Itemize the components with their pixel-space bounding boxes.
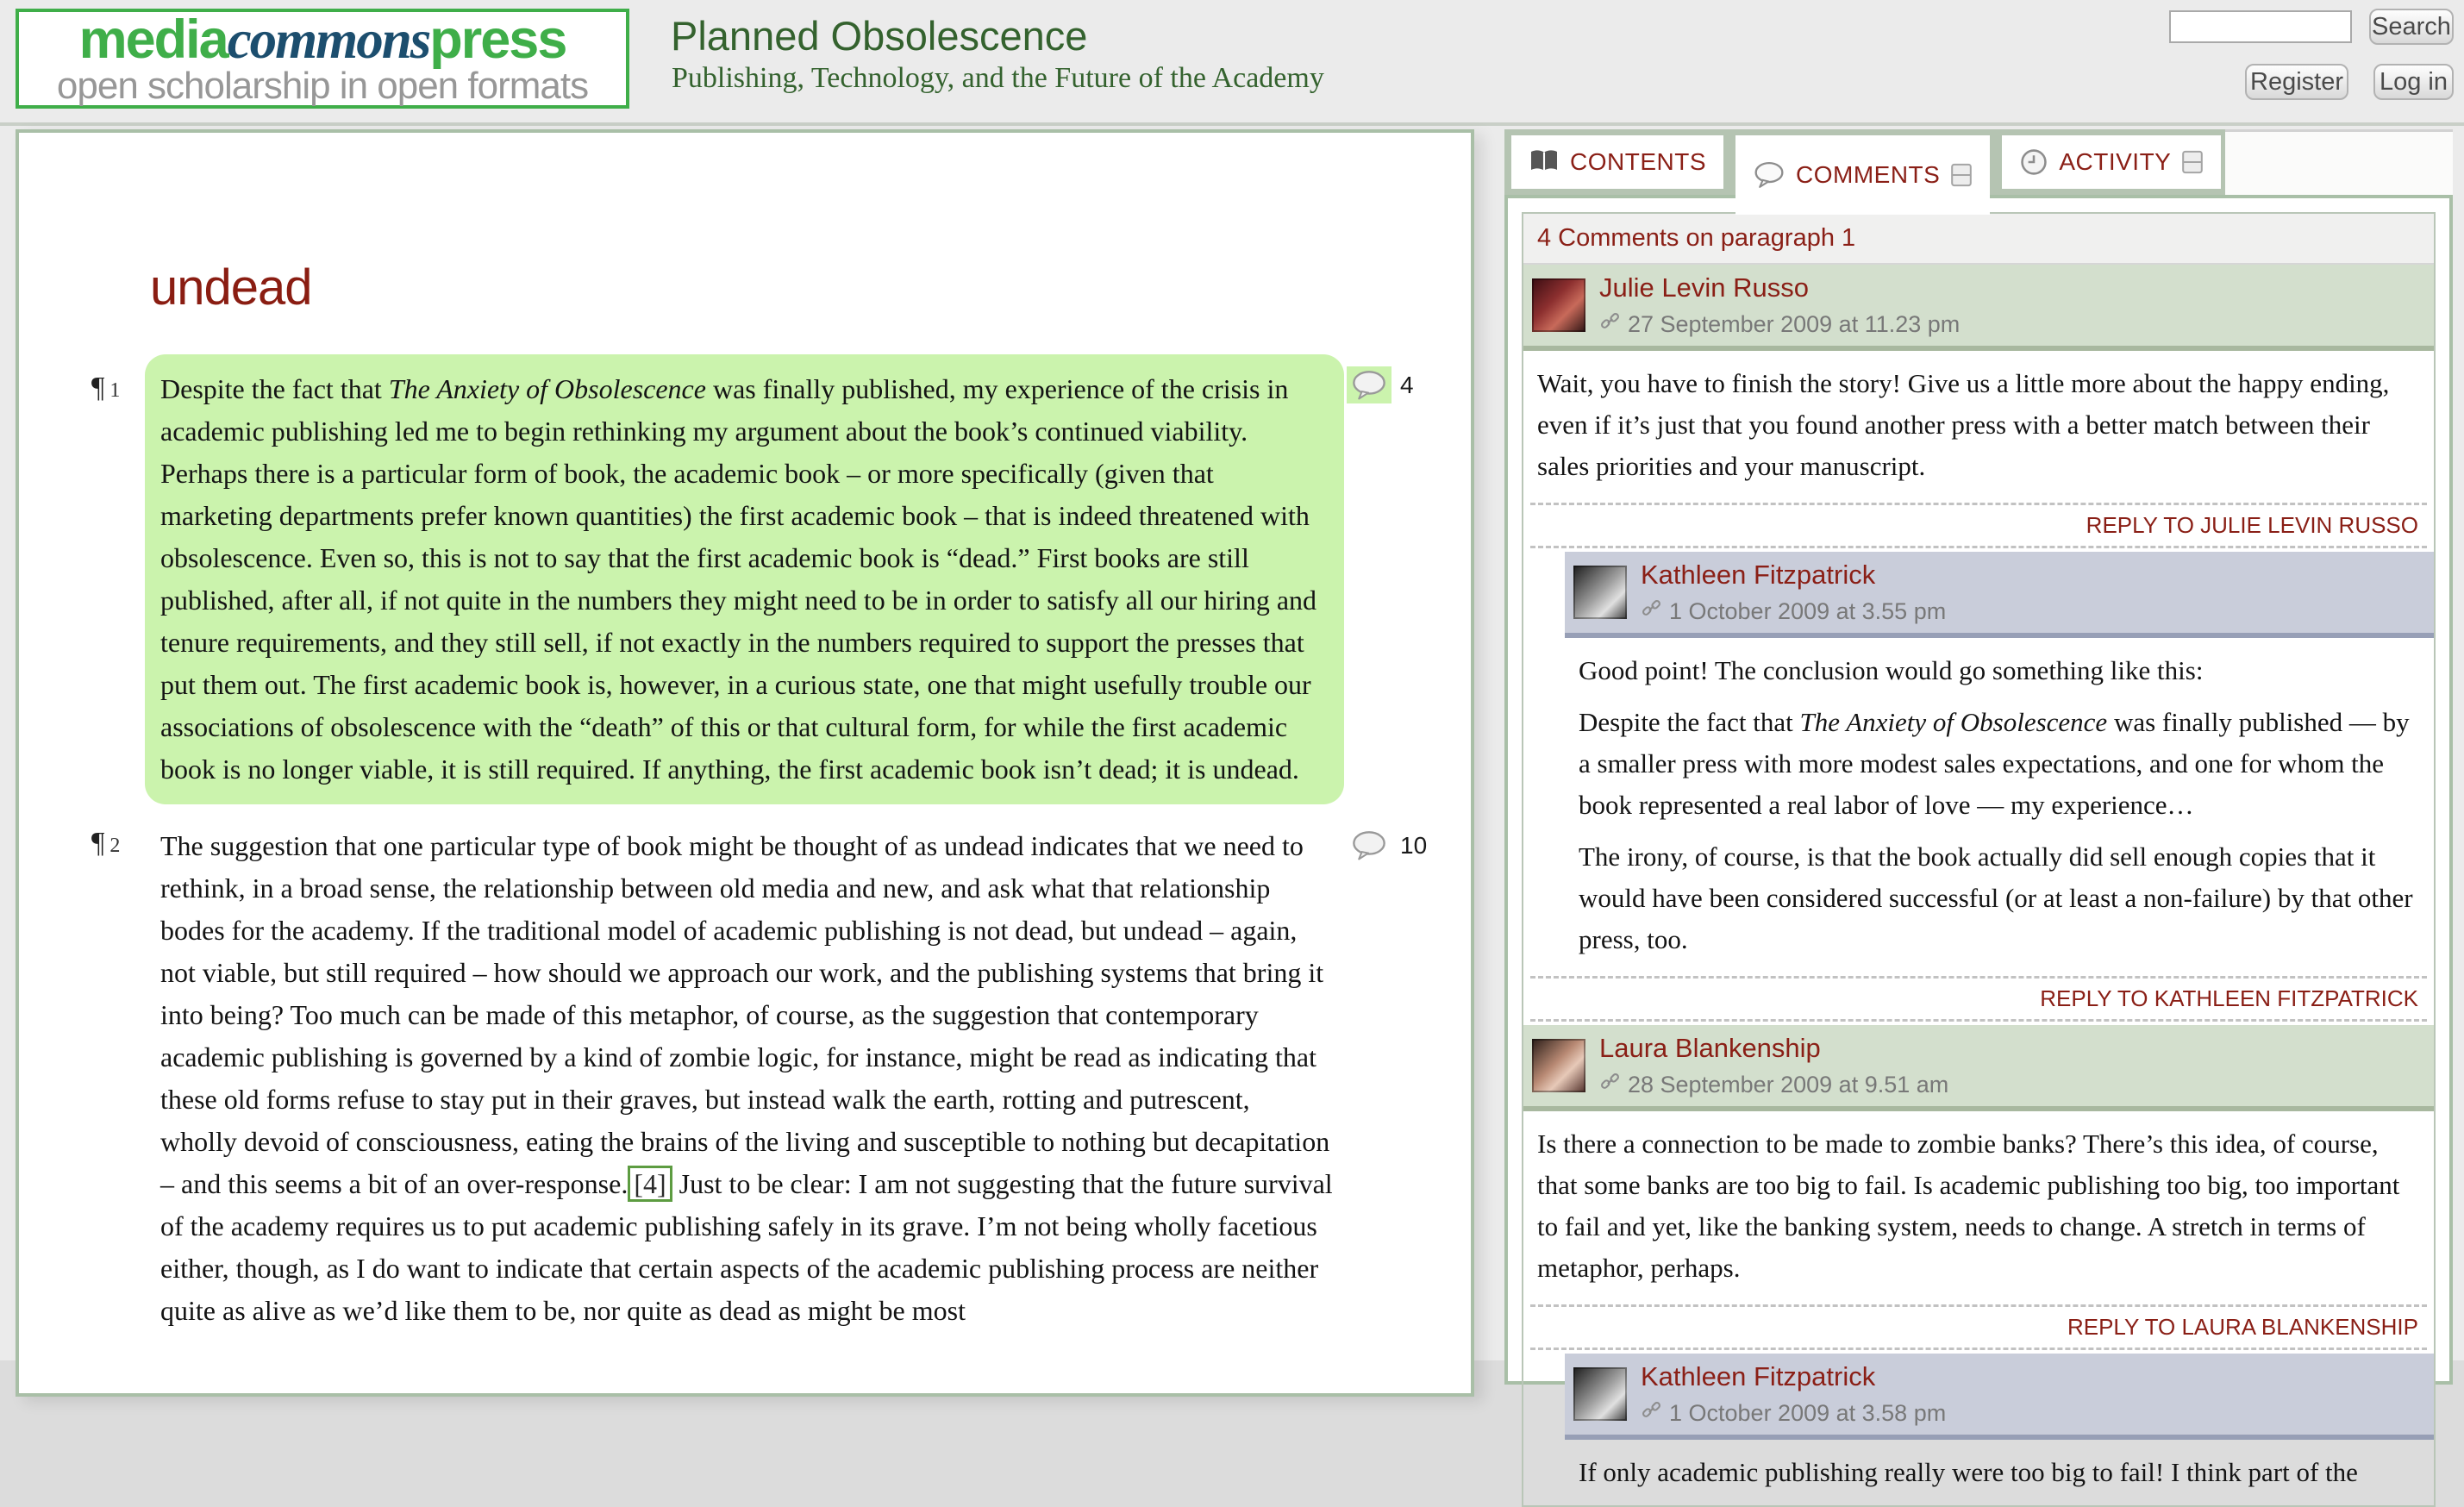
comment-author-name[interactable]: Laura Blankenship bbox=[1599, 1033, 1821, 1063]
document-paragraph bbox=[19, 825, 1471, 1332]
logo-commons: commons bbox=[227, 9, 430, 70]
tab-label: ACTIVITY bbox=[2059, 148, 2172, 175]
italic-text: The Anxiety of Obsolescence bbox=[1799, 707, 2108, 737]
comment-author-info bbox=[1641, 560, 1946, 625]
tabstrip-spacer bbox=[2225, 129, 2453, 195]
comment-body bbox=[1523, 638, 2434, 972]
text-segment: Despite the fact that bbox=[1579, 707, 1800, 737]
text-segment: Despite the fact that bbox=[160, 373, 389, 404]
logo-media: media bbox=[78, 9, 228, 70]
comment-divider bbox=[1530, 976, 2427, 979]
text-segment: The suggestion that one particular type of book might be thought of as undead indicates that we need to rethink, in a broad sense, the relationship between old media and new, and ask what that relationship bodes for the academy. If the traditional model of academic publishing is not dead, but undead – again, not viable, but still required – how should we approach our work, and the publishing systems that bring it into being? Too much can be made of this metaphor, of course, as the suggestion that contemporary academic publishing is governed by a kind of zombie logic, for instance, might be read as indicating that these old forms refuse to stay put in their graves, but instead walk the earth, rotting and putrescent, wholly devoid of consciousness, eating the brains of the living and susceptible to nothing but decapitation – and this seems a bit of an over-response. bbox=[160, 830, 1330, 1199]
comment-author-name[interactable]: Kathleen Fitzpatrick bbox=[1641, 560, 1876, 590]
comment-bubble-icon bbox=[1347, 827, 1391, 864]
comment-paragraph: Good point! The conclusion would go something like this: bbox=[1579, 655, 2204, 685]
mediacommons-press-logo[interactable] bbox=[16, 9, 629, 109]
register-button[interactable]: Register bbox=[2245, 64, 2348, 100]
text-segment: Just to be clear: I am not suggesting that the future survival of the academy requires us to put academic publishing safely in its grave. I’m not being wholly facetious either, though, as I do want to indicate that certain aspects of the academic publishing process are neither quite as alive as we’d like them to be, nor quite as dead as might be most bbox=[160, 1168, 1333, 1326]
paragraph-number: 1 bbox=[109, 379, 121, 402]
comment-paragraph: Wait, you have to finish the story! Give us a little more about the happy ending, even if it’s just that you found another press with a better match between their sales priorities and your manuscript. bbox=[1537, 368, 2390, 481]
comment-divider bbox=[1530, 1019, 2427, 1022]
chapter-heading: undead bbox=[150, 260, 312, 316]
comments-count-header: 4 Comments on paragraph 1 bbox=[1523, 214, 2434, 265]
italic-text: The Anxiety of Obsolescence bbox=[388, 373, 706, 404]
avatar bbox=[1532, 1039, 1585, 1092]
logo-wordmark bbox=[19, 9, 626, 70]
link-icon[interactable] bbox=[1641, 1399, 1662, 1427]
panel-popout-icon[interactable] bbox=[2181, 150, 2204, 174]
comment-date-text: 27 September 2009 at 11.23 pm bbox=[1628, 310, 1961, 337]
comment-divider bbox=[1530, 503, 2427, 505]
paragraph-comment-count[interactable] bbox=[1347, 366, 1414, 403]
comment-author-name[interactable]: Julie Levin Russo bbox=[1599, 272, 1809, 303]
panel-popout-icon[interactable] bbox=[1950, 163, 1973, 187]
comment-header bbox=[1523, 265, 2434, 351]
comment-date bbox=[1599, 310, 1960, 338]
link-icon[interactable] bbox=[1641, 597, 1662, 625]
comments-sidebar bbox=[1504, 195, 2453, 1487]
comment-divider bbox=[1530, 1304, 2427, 1307]
footnote-link[interactable]: [4] bbox=[628, 1166, 672, 1202]
tab-comments[interactable] bbox=[1735, 135, 1990, 215]
paragraph-text bbox=[160, 825, 1333, 1332]
reply-link[interactable]: REPLY TO LAURA BLANKENSHIP bbox=[2067, 1314, 2418, 1340]
comment-header bbox=[1523, 1025, 2434, 1111]
comment-divider bbox=[1530, 546, 2427, 548]
tab-contents[interactable] bbox=[1511, 135, 1723, 189]
comment-bubble-icon bbox=[1753, 160, 1785, 190]
comment-bubble-icon bbox=[1347, 366, 1391, 403]
comment-count-number: 10 bbox=[1400, 831, 1428, 859]
comment-date bbox=[1641, 597, 1946, 625]
pilcrow: ¶ bbox=[91, 372, 105, 403]
comment-count-number: 4 bbox=[1400, 371, 1414, 398]
paragraph-permalink[interactable] bbox=[91, 827, 120, 860]
comment-paragraph: If only academic publishing really were too big to fail! I think part of the bbox=[1579, 1457, 2358, 1487]
comment-author-name[interactable]: Kathleen Fitzpatrick bbox=[1641, 1361, 1876, 1391]
comment-paragraph bbox=[1579, 702, 2420, 826]
comment-body bbox=[1523, 1440, 2434, 1505]
document-paragraph bbox=[19, 354, 1471, 804]
comments-box bbox=[1522, 212, 2436, 1507]
document-paragraphs bbox=[19, 354, 1471, 1332]
site-subtitle: Publishing, Technology, and the Future of the Academy bbox=[672, 62, 1324, 94]
text-segment: was finally published, my experience of the crisis in academic publishing led me to begin rethinking my argument about the book’s continued viability. Perhaps there is a particular form of book, the academic book – or more specifically (given that marketing departments prefer known quantities) the first academic book – that is indeed threatened with obsolescence. Even so, this is not to say that the first academic book is “dead.” First books are still published, after all, if not quite in the numbers they might need to be in order to satisfy all our hiring and tenure requirements, and they still sell, if not exactly in the numbers required to support the presses that put them out. The first academic book is, however, in a curious state, one that might usefully trouble our associations of obsolescence with the “death” of this or that cultural form, for while the first academic book is no longer viable, it is still required. If anything, the first academic book isn’t dead; it is undead. bbox=[160, 373, 1317, 785]
comment-body bbox=[1523, 1111, 2434, 1301]
comments-list bbox=[1523, 265, 2434, 1505]
logo-tagline: open scholarship in open formats bbox=[56, 65, 589, 107]
document-panel bbox=[16, 129, 1474, 1397]
comment-header bbox=[1565, 1354, 2434, 1440]
clock-icon bbox=[2019, 147, 2048, 177]
comment-header bbox=[1565, 552, 2434, 638]
search-input[interactable] bbox=[2169, 10, 2352, 43]
book-icon bbox=[1529, 149, 1560, 175]
link-icon[interactable] bbox=[1599, 1071, 1621, 1098]
tab-activity[interactable] bbox=[2002, 135, 2221, 189]
comment-paragraph: The irony, of course, is that the book actually did sell enough copies that it would have been considered successful (or at least a non-failure) by that other press, too. bbox=[1579, 841, 2413, 954]
comment-date-text: 1 October 2009 at 3.55 pm bbox=[1669, 597, 1947, 624]
paragraph-number: 2 bbox=[109, 835, 121, 857]
comment-author-info bbox=[1599, 1033, 1948, 1098]
paragraph-text bbox=[145, 354, 1344, 804]
paragraph-comment-count[interactable] bbox=[1347, 827, 1427, 864]
comment-divider bbox=[1530, 1348, 2427, 1350]
reply-link[interactable]: REPLY TO JULIE LEVIN RUSSO bbox=[2086, 512, 2418, 538]
avatar bbox=[1573, 566, 1627, 619]
site-title[interactable]: Planned Obsolescence bbox=[671, 13, 1088, 59]
reply-link[interactable]: REPLY TO KATHLEEN FITZPATRICK bbox=[2040, 985, 2418, 1011]
comment-date bbox=[1641, 1399, 1946, 1427]
comment-date-text: 1 October 2009 at 3.58 pm bbox=[1669, 1399, 1947, 1426]
comment-author-info bbox=[1599, 272, 1960, 338]
avatar bbox=[1532, 278, 1585, 332]
text-segment: was finally published — by a smaller press with more modest sales expectations, and one for whom the book represented a real labor of love — my experience… bbox=[1579, 707, 2410, 820]
avatar bbox=[1573, 1367, 1627, 1421]
pilcrow: ¶ bbox=[91, 827, 105, 859]
sidebar-tabs bbox=[1504, 129, 2225, 195]
search-button[interactable]: Search bbox=[2369, 9, 2454, 45]
login-button[interactable]: Log in bbox=[2373, 64, 2454, 100]
comment-body bbox=[1523, 351, 2434, 499]
comment-paragraph: Is there a connection to be made to zombie banks? There’s this idea, of course, that some banks are too big to fail. Is academic publishing too big, too important to fail and yet, like the banking system, needs to change. A stretch in terms of metaphor, perhaps. bbox=[1537, 1129, 2400, 1283]
comment-author-info bbox=[1641, 1361, 1946, 1427]
paragraph-permalink[interactable] bbox=[91, 372, 120, 404]
tab-label: CONTENTS bbox=[1570, 148, 1706, 175]
link-icon[interactable] bbox=[1599, 310, 1621, 338]
logo-press: press bbox=[429, 9, 566, 70]
comment-date bbox=[1599, 1071, 1948, 1098]
site-header bbox=[0, 0, 2464, 126]
tab-label: COMMENTS bbox=[1796, 161, 1941, 188]
comment-date-text: 28 September 2009 at 9.51 am bbox=[1628, 1071, 1949, 1097]
